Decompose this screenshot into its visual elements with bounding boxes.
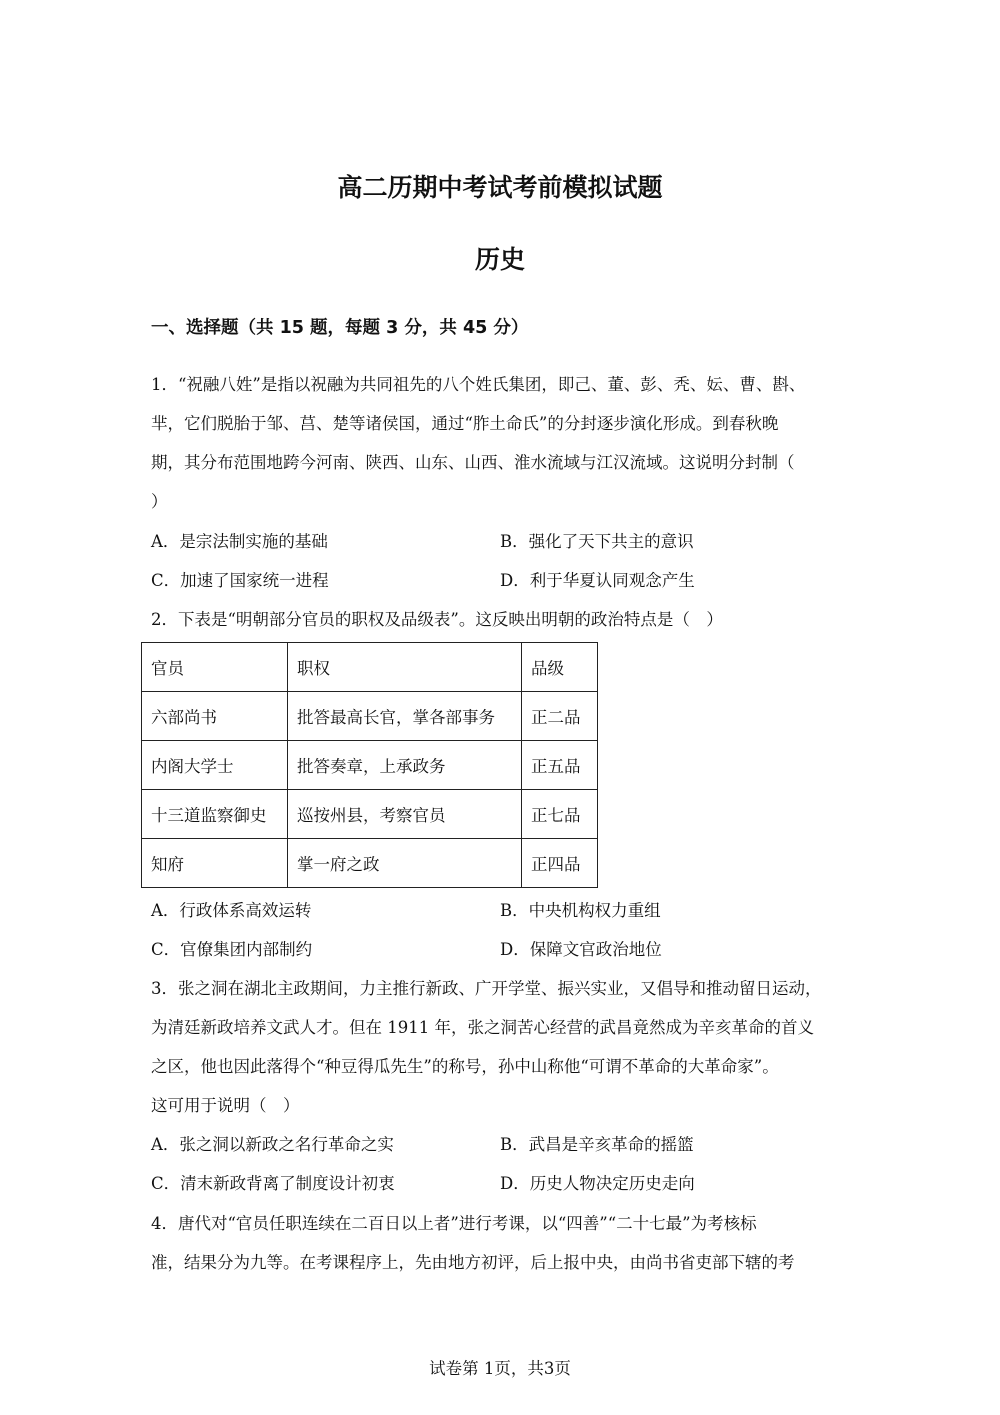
question-1-option-c: C．加速了国家统一进程 [151, 571, 329, 590]
table-cell: 六部尚书 [142, 692, 288, 741]
question-1-option-b: B．强化了天下共主的意识 [500, 532, 694, 551]
question-2-stem: 2．下表是“明朝部分官员的职权及品级表”。这反映出明朝的政治特点是（ ） [151, 610, 723, 629]
table-header-cell: 官员 [142, 643, 288, 692]
table-header-cell: 职权 [288, 643, 522, 692]
question-2-option-d: D．保障文官政治地位 [500, 940, 662, 959]
table-cell: 正七品 [522, 790, 598, 839]
exam-title: 高二历期中考试考前模拟试题 [337, 173, 663, 202]
question-4-line-2: 准，结果分为九等。在考课程序上，先由地方初评，后上报中央，由尚书省吏部下辖的考 [151, 1253, 795, 1272]
table-row [142, 741, 598, 790]
question-1-option-a: A．是宗法制实施的基础 [151, 532, 328, 551]
table-cell: 批答最高长官，掌各部事务 [288, 692, 522, 741]
section-heading: 一、选择题（共 15 题，每题 3 分，共 45 分） [151, 318, 529, 338]
question-3-line-3: 之区，他也因此落得个“种豆得瓜先生”的称号，孙中山称他“可谓不革命的大革命家”。 [151, 1057, 779, 1076]
table-row [142, 692, 598, 741]
table-cell: 批答奏章，上承政务 [288, 741, 522, 790]
table-cell: 正五品 [522, 741, 598, 790]
question-1-line-1: 1．“祝融八姓”是指以祝融为共同祖先的八个姓氏集团，即己、董、彭、秃、妘、曹、斟、 [151, 375, 806, 394]
table-header-cell: 品级 [522, 643, 598, 692]
page-footer: 试卷第 1页，共3页 [429, 1359, 571, 1378]
question-2-option-b: B．中央机构权力重组 [500, 901, 661, 920]
question-4-line-1: 4．唐代对“官员任职连续在二百日以上者”进行考课，以“四善”“二十七最”为考核标 [151, 1214, 757, 1233]
table-row [142, 839, 598, 888]
table-cell: 知府 [142, 839, 288, 888]
question-3-line-2: 为清廷新政培养文武人才。但在 1911 年，张之洞苦心经营的武昌竟然成为辛亥革命的首义 [151, 1018, 814, 1037]
table-cell: 巡按州县，考察官员 [288, 790, 522, 839]
question-1-line-4: ） [151, 492, 168, 511]
question-1-line-3: 期，其分布范围地跨今河南、陕西、山东、山西、淮水流域与江汉流域。这说明分封制（ [151, 453, 795, 472]
question-2-option-a: A．行政体系高效运转 [151, 901, 312, 920]
table-row [142, 790, 598, 839]
question-1-line-2: 芈，它们脱胎于邹、莒、楚等诸侯国，通过“胙土命氏”的分封逐步演化形成。到春秋晚 [151, 414, 779, 433]
table-cell: 正四品 [522, 839, 598, 888]
question-3-option-b: B．武昌是辛亥革命的摇篮 [500, 1135, 694, 1154]
question-3-option-d: D．历史人物决定历史走向 [500, 1174, 695, 1193]
question-1-option-d: D．利于华夏认同观念产生 [500, 571, 695, 590]
table-cell: 内阁大学士 [142, 741, 288, 790]
question-3-line-4: 这可用于说明（ ） [151, 1096, 300, 1115]
question-2-option-c: C．官僚集团内部制约 [151, 940, 313, 959]
officials-table [141, 642, 598, 888]
table-cell: 十三道监察御史 [142, 790, 288, 839]
table-cell: 正二品 [522, 692, 598, 741]
exam-subject: 历史 [474, 245, 525, 274]
question-3-line-1: 3．张之洞在湖北主政期间，力主推行新政、广开学堂、振兴实业，又倡导和推动留日运动， [151, 979, 822, 998]
table-cell: 掌一府之政 [288, 839, 522, 888]
question-3-option-c: C．清末新政背离了制度设计初衷 [151, 1174, 395, 1193]
table-header-row [142, 643, 598, 692]
question-3-option-a: A．张之洞以新政之名行革命之实 [151, 1135, 394, 1154]
